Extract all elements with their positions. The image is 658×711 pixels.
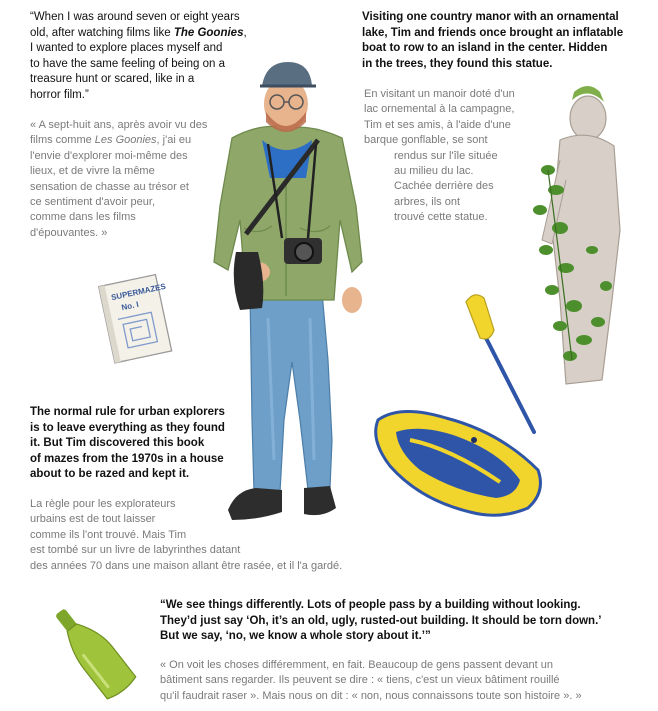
- text-line: is to leave everything as they found: [30, 421, 225, 434]
- text-line: Visiting one country manor with an ornamental: [362, 11, 619, 23]
- text-line: to have the same feeling of being on a: [30, 57, 226, 70]
- text-line: films comme Les Goonies, j'ai eu: [30, 134, 192, 147]
- text-line: “We see things differently. Lots of people pass by a building without looking.: [160, 599, 581, 611]
- text-line: « On voit les choses différemment, en fait. Beaucoup de gens passent devant un: [160, 659, 553, 671]
- text-line: in the trees, they found this statue.: [362, 57, 553, 70]
- text-line: d'épouvantes. »: [30, 226, 108, 239]
- text-line: des années 70 dans une maison allant être rasée, et il l'a gardé.: [30, 559, 343, 572]
- text-line: They’d just say ‘Oh, it’s an old, ugly, rusted-out building. It should be torn down.’: [160, 614, 602, 627]
- text-line: au milieu du lac.: [394, 165, 474, 178]
- text-line: old, after watching films like The Goonies,: [30, 26, 247, 39]
- text-line: comme ils l'ont trouvé. Mais Tim: [30, 528, 187, 541]
- book-title-line1: SUPERMAZES: [110, 281, 167, 303]
- text-line: of mazes from the 1970s in a house: [30, 452, 224, 465]
- text-line: ce sentiment d'avoir peur,: [30, 196, 156, 209]
- text-line: lieux, et de vivre la même: [30, 165, 155, 178]
- text-line: “When I was around seven or eight years: [30, 11, 240, 23]
- film-title: The Goonies: [173, 26, 244, 39]
- text-line: trouvé cette statue.: [394, 211, 488, 224]
- text-line: arbres, ils ont: [394, 195, 461, 208]
- text-line: lac ornemental à la campagne,: [364, 103, 515, 116]
- text-line: La règle pour les explorateurs: [30, 498, 176, 510]
- text-line: treasure hunt or scared, like in a: [30, 73, 195, 86]
- text-line: lake, Tim and friends once brought an inflatable: [362, 26, 624, 39]
- text-line: Cachée derrière des: [394, 180, 494, 193]
- text-line: bâtiment sans regarder. Ils peuvent se dire : « tiens, c'est un vieux bâtiment rouillé: [160, 674, 560, 687]
- text-line: urbains est de tout laisser: [30, 513, 156, 526]
- text-line: I wanted to explore places myself and: [30, 42, 223, 55]
- text-line: qu'il faudrait raser ». Mais nous on dit : « non, nous connaissons toute son histoire ». »: [160, 689, 582, 702]
- text-line: est tombé sur un livre de labyrinthes datant: [30, 544, 241, 557]
- book-title-line2: No. I: [120, 299, 140, 313]
- text-line: about to be razed and kept it.: [30, 468, 190, 481]
- text-line: En visitant un manoir doté d'un: [364, 88, 515, 100]
- text-line: barque gonflable, se sont: [364, 134, 488, 147]
- text-line: The normal rule for urban explorers: [30, 406, 225, 418]
- text-line: Tim et ses amis, à l'aide d'une: [364, 118, 511, 131]
- text-line: sensation de chasse au trésor et: [30, 180, 189, 193]
- text-line: « A sept-huit ans, après avoir vu des: [30, 119, 208, 131]
- text-line: boat to row to an island in the center. Hidden: [362, 42, 608, 55]
- text-line: horror film.”: [30, 88, 89, 101]
- text-line: comme dans les films: [30, 211, 136, 224]
- text-line: rendus sur l'île située: [394, 149, 498, 162]
- text-line: it. But Tim discovered this book: [30, 437, 205, 450]
- text-line: l'envie d'explorer moi-même des: [30, 149, 188, 162]
- film-title: Les Goonies: [94, 134, 157, 147]
- text-line: But we say, ‘no, we know a whole story about it.’”: [160, 630, 431, 643]
